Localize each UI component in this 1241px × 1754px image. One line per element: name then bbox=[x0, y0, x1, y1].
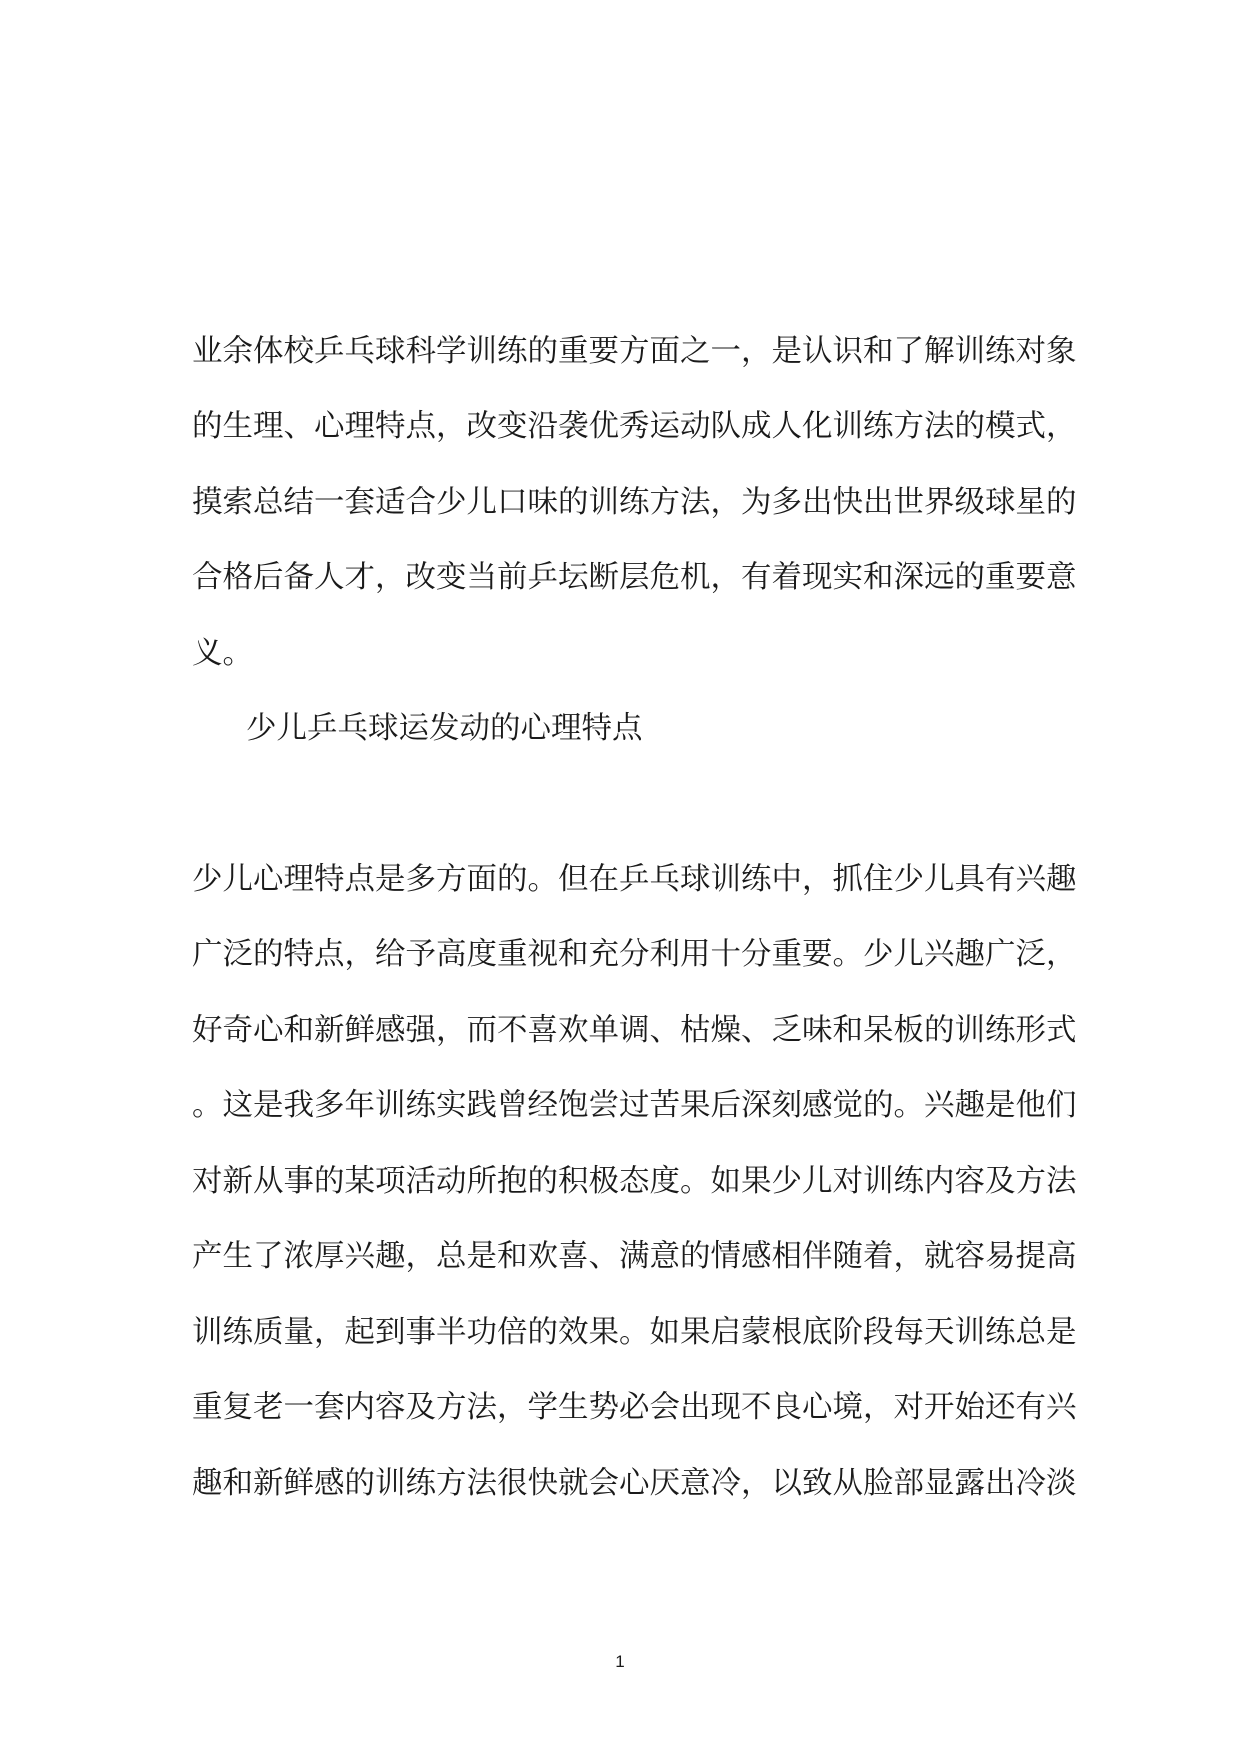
paragraph-1-line-1: 业余体校乒乓球科学训练的重要方面之一，是认识和了解训练对象 bbox=[192, 334, 1077, 369]
paragraph-2-line-8: 重复老一套内容及方法，学生势必会出现不良心境，对开始还有兴 bbox=[192, 1390, 1077, 1425]
paragraph-2-line-2: 广泛的特点，给予高度重视和充分利用十分重要。少儿兴趣广泛， bbox=[192, 937, 1077, 972]
paragraph-2-line-5: 对新从事的某项活动所抱的积极态度。如果少儿对训练内容及方法 bbox=[192, 1164, 1077, 1199]
paragraph-2-line-1: 少儿心理特点是多方面的。但在乒乓球训练中，抓住少儿具有兴趣 bbox=[192, 862, 1077, 897]
paragraph-2-line-6: 产生了浓厚兴趣，总是和欢喜、满意的情感相伴随着，就容易提高 bbox=[192, 1239, 1077, 1274]
paragraph-1-line-2: 的生理、心理特点，改变沿袭优秀运动队成人化训练方法的模式， bbox=[192, 409, 1077, 444]
page-number: 1 bbox=[615, 1652, 625, 1671]
paragraph-1-line-3: 摸索总结一套适合少儿口味的训练方法，为多出快出世界级球星的 bbox=[192, 485, 1077, 520]
paragraph-2-line-9: 趣和新鲜感的训练方法很快就会心厌意冷，以致从脸部显露出冷淡 bbox=[192, 1466, 1077, 1501]
paragraph-2-line-4: 。这是我多年训练实践曾经饱尝过苦果后深刻感觉的。兴趣是他们 bbox=[192, 1088, 1077, 1123]
paragraph-1-line-4: 合格后备人才，改变当前乒坛断层危机，有着现实和深远的重要意 bbox=[192, 560, 1077, 595]
paragraph-2-line-7: 训练质量，起到事半功倍的效果。如果启蒙根底阶段每天训练总是 bbox=[192, 1315, 1077, 1350]
paragraph-2-line-3: 好奇心和新鲜感强，而不喜欢单调、枯燥、乏味和呆板的训练形式 bbox=[192, 1013, 1077, 1048]
paragraph-1-line-5: 义。 bbox=[192, 636, 253, 671]
section-heading: 少儿乒乓球运发动的心理特点 bbox=[246, 711, 643, 746]
